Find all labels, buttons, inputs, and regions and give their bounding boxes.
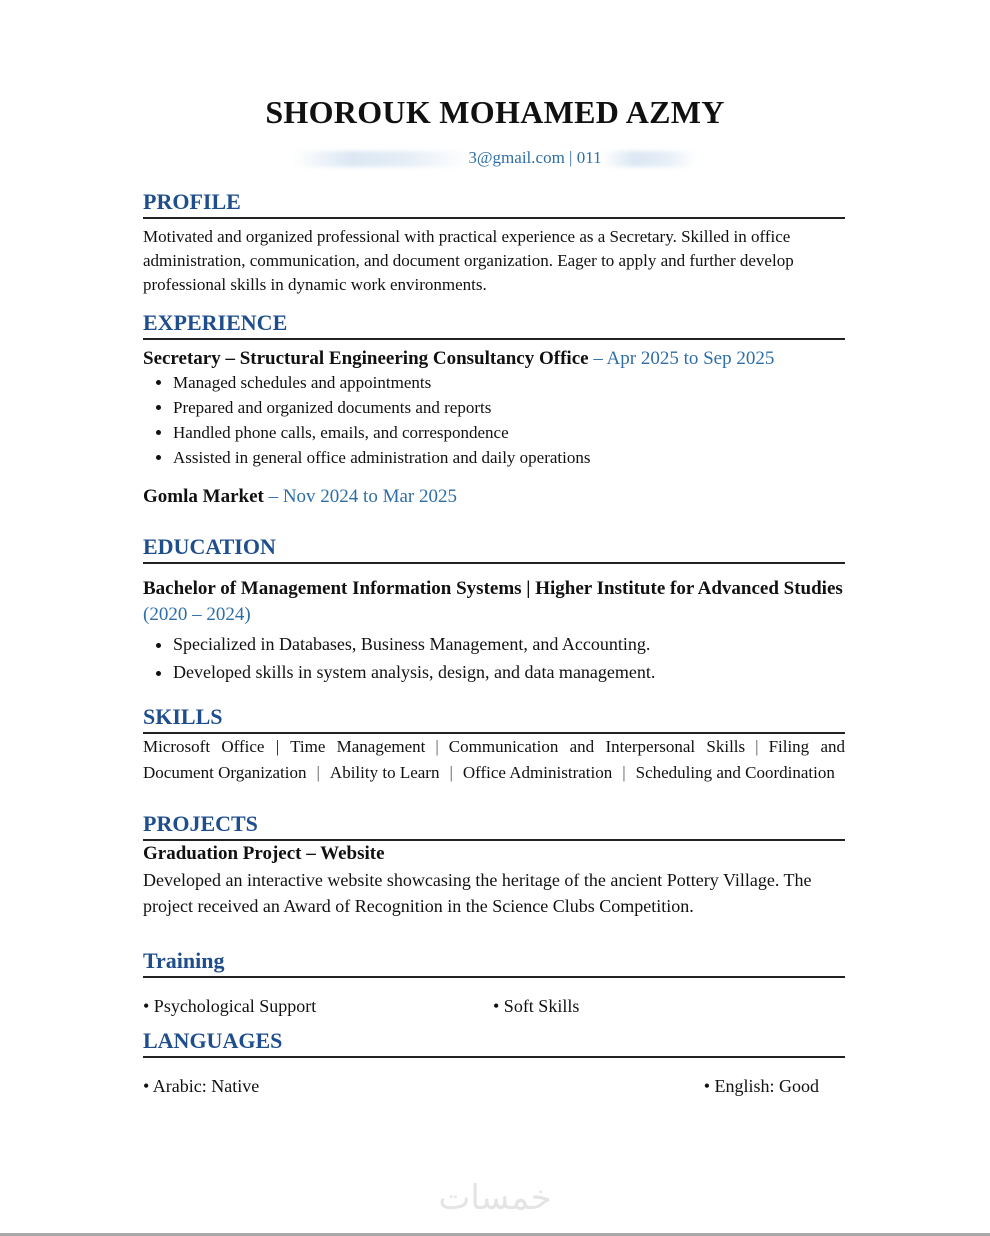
redacted-phone (602, 151, 697, 167)
section-heading: PROFILE (143, 188, 845, 219)
job-title-text: Gomla Market (143, 486, 264, 507)
email-text: 3@gmail.com (468, 148, 565, 167)
section-heading: EXPERIENCE (143, 309, 845, 340)
skill: Ability to Learn (329, 763, 440, 782)
section-heading: LANGUAGES (143, 1027, 845, 1058)
section-heading: SKILLS (143, 703, 845, 734)
section-heading: Training (143, 947, 845, 978)
list-item: • Soft Skills (493, 996, 580, 1016)
job-title (143, 348, 845, 370)
project-title: Graduation Project – Website (143, 843, 385, 864)
candidate-name: SHOROUK MOHAMED AZMY (265, 94, 725, 130)
list-item: • Handled phone calls, emails, and correspondence (173, 420, 845, 445)
profile-text: Motivated and organized professional with practical experience as a Secretary. Skilled in office administration, communication, and document organization. Eager to apply and further develop professional skills in dynamic work environments. (143, 227, 794, 294)
skill: Office Administration (462, 763, 613, 782)
degree-text: Bachelor of Management Information Systems | Higher Institute for Advanced Studies (143, 578, 843, 599)
list-item: • Assisted in general office administration and daily operations (173, 445, 845, 470)
job-dates: – Nov 2024 to Mar 2025 (268, 486, 457, 507)
skill: Microsoft Office | Time Management (143, 737, 426, 756)
job-title (143, 486, 845, 508)
section-heading: EDUCATION (143, 533, 845, 564)
job-dates: – Apr 2025 to Sep 2025 (593, 348, 775, 369)
languages-section (143, 1027, 845, 1097)
list-item: • Managed schedules and appointments (173, 370, 845, 395)
education-dates: (2020 – 2024) (143, 604, 251, 625)
education-section (143, 533, 845, 686)
training-section (143, 947, 845, 1017)
degree (143, 576, 845, 628)
skill: Filing and Document Organization (143, 737, 846, 782)
phone-text: 011 (576, 148, 602, 167)
separator: | (569, 148, 573, 167)
skills-section (143, 703, 845, 786)
project-text: Developed an interactive website showcasing the heritage of the ancient Pottery Village. The project received an Award of Recognition in the Science Clubs Competition. (143, 870, 812, 916)
skill: Communication and Interpersonal Skills (448, 737, 746, 756)
list-item: • English: Good (703, 1076, 819, 1096)
education-bullets (143, 630, 845, 686)
job-title-text: Secretary – Structural Engineering Consultancy Office (143, 348, 589, 369)
watermark: خمسات (438, 1178, 552, 1218)
projects-section (143, 810, 845, 919)
job-bullets (143, 370, 845, 470)
languages-list (143, 1076, 845, 1097)
contact-line (0, 148, 990, 168)
list-item: • Developed skills in system analysis, design, and data management. (173, 658, 845, 686)
skills-list: Microsoft Office | Time Management | Communication and Interpersonal Skills | Filing and Document Organization | Ability to Learn | Office Administration | Scheduling and Coordination (143, 737, 846, 782)
redacted-email (293, 151, 468, 167)
list-item: • Prepared and organized documents and reports (173, 395, 845, 420)
skill: Scheduling and Coordination (635, 763, 835, 782)
list-item: • Psychological Support (143, 996, 317, 1016)
training-list (143, 996, 845, 1017)
list-item: • Arabic: Native (143, 1076, 260, 1096)
experience-section (143, 309, 845, 508)
list-item: • Specialized in Databases, Business Management, and Accounting. (173, 630, 845, 658)
section-heading: PROJECTS (143, 810, 845, 841)
profile-section (143, 188, 845, 297)
